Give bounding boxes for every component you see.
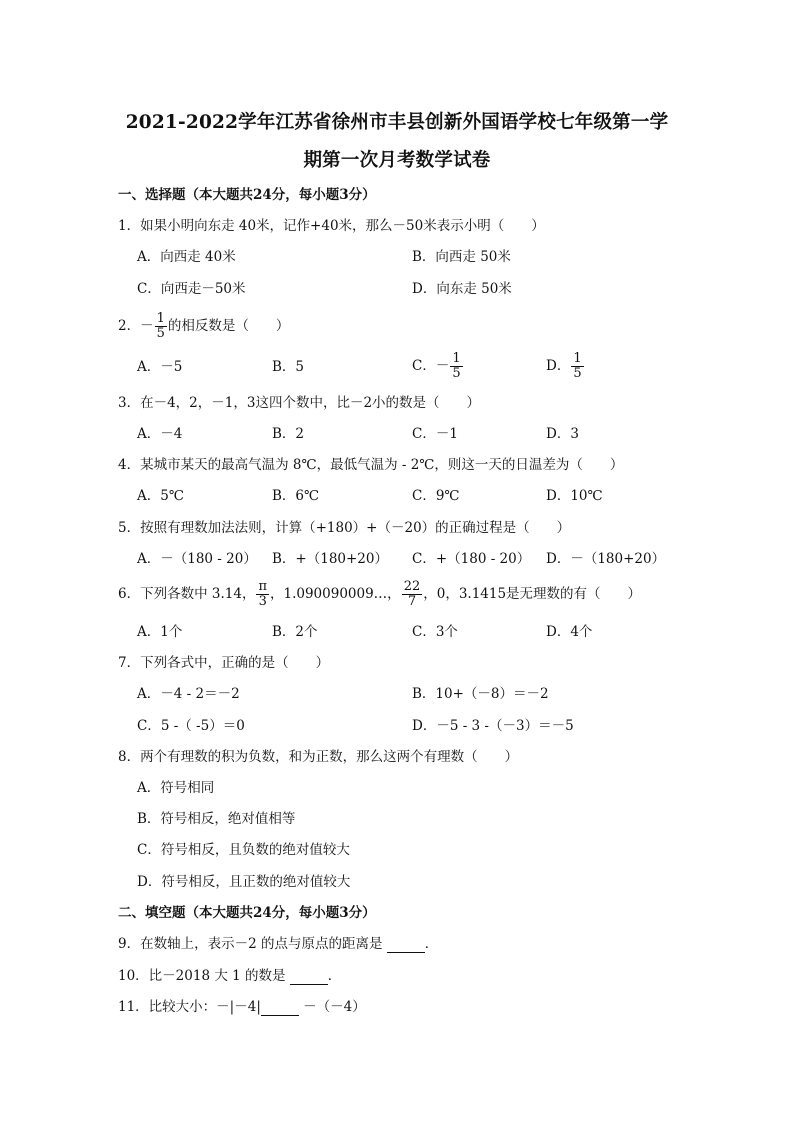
question-4-option-b: B．6℃: [272, 488, 320, 504]
question-1-stem: 1．如果小明向东走 40米，记作+40米，那么－50米表示小明（ ）: [118, 218, 545, 234]
fraction-one-fifth: $\frac{1}{5}$: [452, 351, 461, 381]
fraction-one-fifth: $\frac{1}{5}$: [573, 351, 582, 381]
question-7-stem: 7．下列各式中，正确的是（ ）: [118, 655, 330, 671]
section-heading-choice: 一、选择题（本大题共24分，每小题3分）: [118, 187, 376, 203]
question-11: 11．比较大小：－|－4| －（－4）: [118, 999, 366, 1015]
question-5-option-b: B．+（180+20）: [272, 551, 388, 567]
exam-title-line2: 期第一次月考数学试卷: [303, 150, 491, 171]
question-8-option-d: D．符号相反，且正数的绝对值较大: [137, 874, 351, 890]
question-5-option-a: A．－（180 - 20）: [137, 551, 257, 567]
fraction-one-fifth: $\frac{1}{5}$: [156, 311, 165, 341]
answer-blank: [261, 1001, 299, 1016]
question-4-option-d: D．10℃: [546, 488, 603, 504]
question-7-option-d: D．－5 - 3 -（－3）＝－5: [412, 718, 574, 734]
question-9: 9．在数轴上，表示－2 的点与原点的距离是 ．: [118, 936, 439, 952]
question-4-option-a: A．5℃: [137, 488, 184, 504]
question-1-option-d: D．向东走 50米: [412, 281, 512, 297]
section-heading-fill-in: 二、填空题（本大题共24分，每小题3分）: [118, 905, 376, 921]
question-8-stem: 8．两个有理数的积为负数，和为正数，那么这两个有理数（ ）: [118, 749, 519, 765]
question-8-option-a: A．符号相同: [137, 780, 215, 796]
question-1-option-a: A．向西走 40米: [137, 249, 236, 265]
question-2-option-a: A．－5: [137, 359, 183, 375]
exam-title-line1: 2021-2022学年江苏省徐州市丰县创新外国语学校七年级第一学: [125, 112, 669, 133]
question-8-option-b: B．符号相反，绝对值相等: [137, 811, 296, 827]
question-3-option-b: B．2: [272, 426, 305, 442]
question-6-option-b: B．2个: [272, 624, 318, 640]
question-5-option-c: C．+（180 - 20）: [412, 551, 531, 567]
question-5-stem: 5．按照有理数加法法则，计算（+180）+（－20）的正确过程是（ ）: [118, 520, 571, 536]
question-6-stem: 6．下列各数中 3.14， $\frac{\pi}{3}$ ，1.090090009…， $\frac{22}{7}$ ，0，3.1415是无理数的有（ ）: [118, 579, 642, 609]
question-6-option-c: C．3个: [412, 624, 458, 640]
question-2-suffix: 的相反数是（ ）: [167, 318, 290, 334]
question-2-option-d: D． $\frac{1}{5}$: [546, 351, 582, 381]
answer-blank: [387, 938, 425, 953]
question-4-option-c: C．9℃: [412, 488, 460, 504]
question-3-option-a: A．－4: [137, 426, 183, 442]
question-2-option-c: C．－ $\frac{1}{5}$: [412, 351, 461, 381]
question-2-option-b: B．5: [272, 359, 305, 375]
question-7-option-b: B．10+（－8）＝－2: [412, 686, 549, 702]
fraction-pi-over-3: $\frac{\pi}{3}$: [258, 579, 267, 609]
question-3-option-d: D．3: [546, 426, 579, 442]
question-6-option-d: D．4个: [546, 624, 593, 640]
question-5-option-d: D．－（180+20）: [546, 551, 666, 567]
question-6-option-a: A．1个: [137, 624, 183, 640]
question-8-option-c: C．符号相反，且负数的绝对值较大: [137, 842, 350, 858]
question-7-option-c: C．5 -（ -5）＝0: [137, 718, 245, 734]
question-1-option-b: B．向西走 50米: [412, 249, 511, 265]
question-4-stem: 4．某城市某天的最高气温为 8℃，最低气温为 - 2℃，则这一天的日温差为（ ）: [118, 457, 624, 473]
question-2-stem: [118, 312, 289, 341]
answer-blank: [290, 970, 328, 985]
question-3-option-c: C．－1: [412, 426, 458, 442]
question-7-option-a: A．－4 - 2＝－2: [137, 686, 240, 702]
question-10: 10．比－2018 大 1 的数是 ．: [118, 968, 342, 984]
question-2-prefix: 2．－: [118, 318, 154, 334]
fraction-22-over-7: $\frac{22}{7}$: [403, 579, 421, 609]
question-3-stem: 3．在－4，2，－1，3这四个数中，比－2小的数是（ ）: [118, 395, 481, 411]
question-1-option-c: C．向西走－50米: [137, 281, 246, 297]
